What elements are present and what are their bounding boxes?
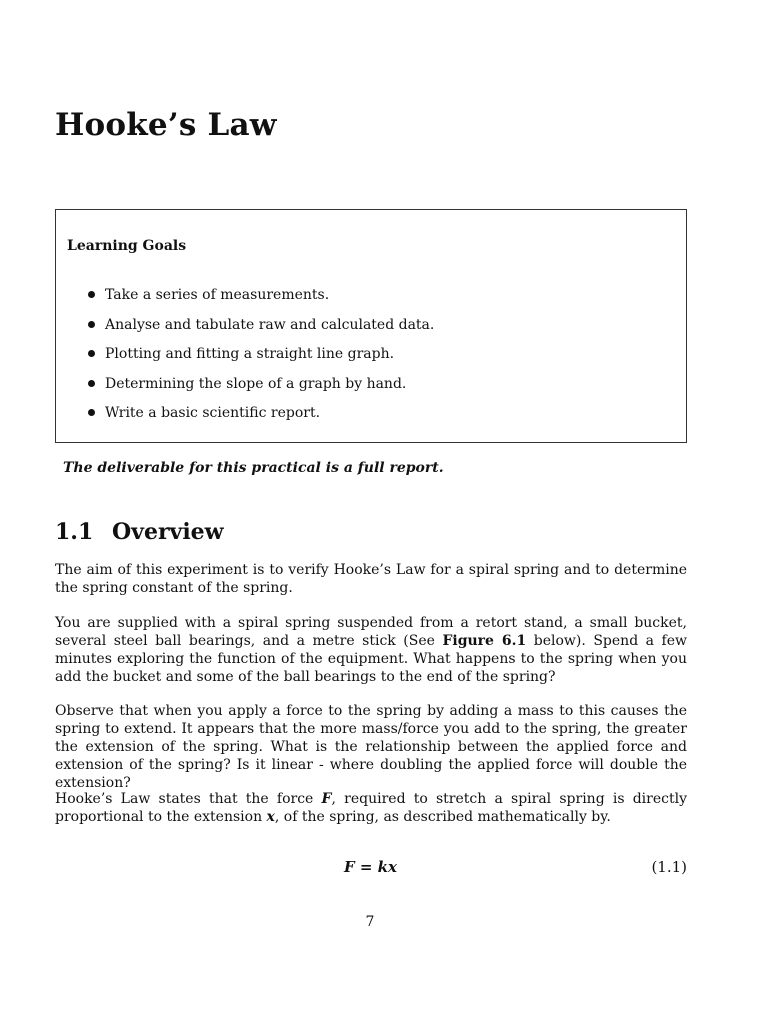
- learning-goal-text: Determining the slope of a graph by hand.: [105, 375, 407, 392]
- paragraph-text: You are supplied with a spiral spring suspended from a retort stand, a small bucket, several steel ball bearings, and a metre stick (See: [55, 615, 687, 649]
- equation-block: [55, 858, 687, 878]
- bullet-icon: [88, 350, 95, 357]
- learning-goal-item: [56, 286, 434, 316]
- equation-formula: F = kx: [344, 858, 397, 876]
- paragraph-hookes-law: [55, 790, 687, 826]
- bullet-icon: [88, 291, 95, 298]
- section-heading: [55, 519, 224, 545]
- extension-symbol: x: [266, 809, 275, 825]
- section-title: Overview: [112, 519, 224, 545]
- learning-goal-item: [56, 345, 434, 375]
- equation-number: (1.1): [651, 858, 687, 876]
- learning-goals-box: [55, 209, 687, 443]
- learning-goal-text: Analyse and tabulate raw and calculated data.: [105, 316, 435, 333]
- learning-goal-text: Write a basic scientific report.: [105, 405, 321, 421]
- paragraph-text: Hooke’s Law states that the force: [55, 791, 322, 807]
- page-number: 7: [365, 914, 375, 930]
- bullet-icon: [88, 380, 95, 387]
- paragraph-text: , required to stretch a spiral spring is directly proportional to the extension: [55, 791, 687, 825]
- chapter-title: Hooke’s Law: [55, 107, 277, 143]
- bullet-icon: [88, 321, 95, 328]
- learning-goal-item: [56, 316, 434, 346]
- learning-goal-text: Plotting and fitting a straight line graph.: [105, 346, 395, 362]
- paragraph-aim: The aim of this experiment is to verify Hooke’s Law for a spiral spring and to determine the spring constant of the spring.: [55, 562, 687, 596]
- learning-goals-heading: Learning Goals: [67, 238, 187, 254]
- section-number: 1.1: [55, 519, 94, 545]
- force-symbol: F: [321, 791, 332, 807]
- paragraph-observe: Observe that when you apply a force to the spring by adding a mass to this causes the spring to extend. It appears that the more mass/force you add to the spring, the greater the extension of the spring. What is the relationship between the applied force and extension of the spring? Is it linear - where doubling the applied force will double the extension?: [55, 703, 687, 791]
- paragraph-text: below). Spend a few minutes exploring the function of the equipment. What happens to the spring when you add the bucket and some of the ball bearings to the end of the spring?: [55, 633, 687, 685]
- learning-goal-item: [56, 404, 434, 434]
- learning-goal-item: [56, 375, 434, 405]
- deliverable-note: The deliverable for this practical is a full report.: [63, 460, 444, 476]
- learning-goal-text: Take a series of measurements.: [105, 287, 330, 303]
- paragraph-equipment: [55, 614, 687, 686]
- learning-goals-list: [56, 286, 434, 434]
- figure-reference: Figure 6.1: [442, 633, 527, 649]
- bullet-icon: [88, 409, 95, 416]
- paragraph-text: , of the spring, as described mathematically by.: [274, 809, 611, 825]
